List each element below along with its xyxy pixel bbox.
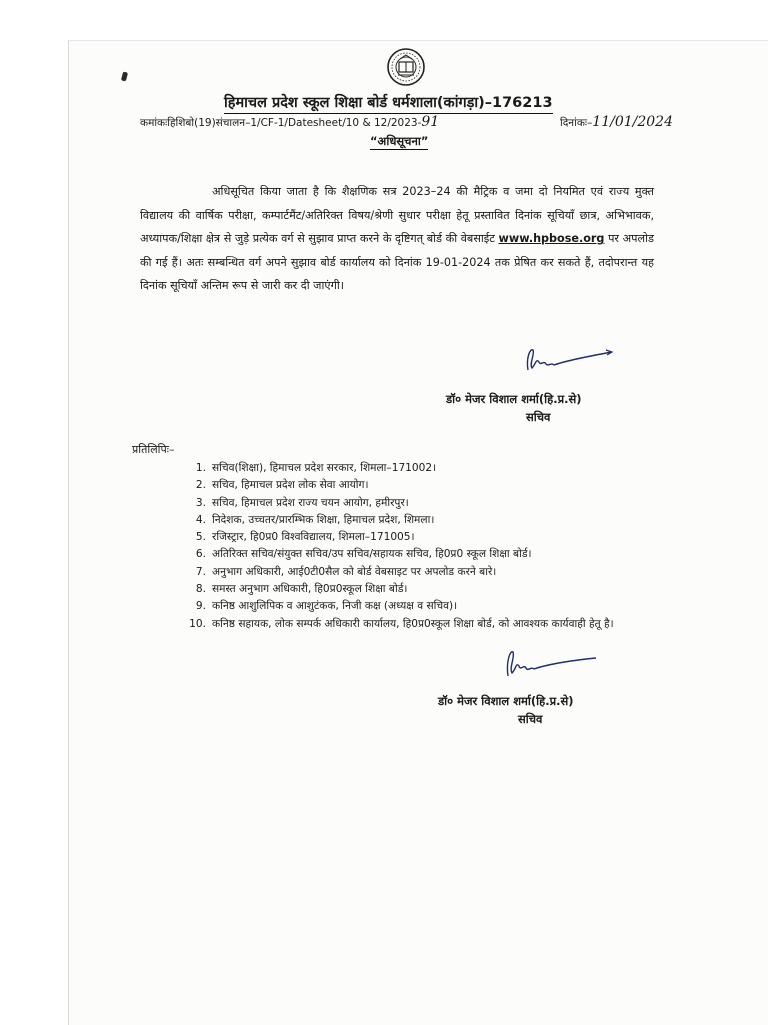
board-title: हिमाचल प्रदेश स्कूल शिक्षा बोर्ड धर्मशाला(कांगड़ा)–176213 [224, 92, 553, 114]
list-item: 7. अनुभाग अधिकारी, आई0टी0सैल को बोर्ड वेबसाइट पर अपलोड करने बारे। [195, 565, 497, 578]
body-text-part2: पर अपलोड की गई हैं। अतः सम्बन्धित वर्ग अपने सुझाव बोर्ड कार्यालय को दिनांक 19-01-2024 तक प्रेषित कर सकते हैं, तदोपरान्त यह दिनांक सूचियाँ अन्तिम रूप से जारी कर दी जाएंगी। [140, 232, 654, 293]
reference-label: कमांकःहिशिबो(19)संचालन–1/CF-1/Datesheet/10 & 12/2023- [140, 117, 422, 129]
reference-handwritten-number: 91 [421, 114, 440, 130]
list-item: 4. निदेशक, उच्चतर/प्रारम्भिक शिक्षा, हिमाचल प्रदेश, शिमला। [195, 513, 435, 526]
list-item: 3. सचिव, हिमाचल प्रदेश राज्य चयन आयोग, हमीरपुर। [195, 496, 409, 509]
list-item: 2. सचिव, हिमाचल प्रदेश लोक सेवा आयोग। [195, 479, 369, 492]
list-item: 6. अतिरिक्त सचिव/संयुक्त सचिव/उप सचिव/सहायक सचिव, हि0प्र0 स्कूल शिक्षा बोर्ड। [195, 548, 532, 561]
notification-body [140, 180, 654, 298]
date-handwritten-value: 11/01/2024 [592, 114, 673, 130]
signatory-designation-1: सचिव [526, 410, 551, 424]
body-text-part1: अधिसूचित किया जाता है कि शैक्षणिक सत्र 2023–24 की मैट्रिक व जमा दो नियमित एवं राज्य मुक्त विद्यालय की वार्षिक परीक्षा, कम्पार्टमैंट/अतिरिक्त विषय/श्रेणी सुधार परीक्षा हेतू प्रस्तावित दिनांक सूचियाँ छात्र, अभिभावक, अध्यापक/शिक्षा क्षेत्र से जुड़े प्रत्येक वर्ग से सुझाव प्राप्त करने के दृष्टिगत् बोर्ड की वेबसाईट [140, 185, 654, 246]
list-item: 5. रजिस्ट्रार, हि0प्र0 विश्वविद्यालय, शिमला–171005। [195, 531, 415, 544]
signature-icon [520, 344, 615, 374]
list-item: 10. कनिष्ठ सहायक, लोक सम्पर्क अधिकारी कार्यालय, हि0प्र0स्कूल शिक्षा बोर्ड, को आवश्यक कार्यवाही हेतू है। [189, 617, 614, 630]
reference-number [140, 114, 439, 130]
list-item: 9. कनिष्ठ आशुलिपिक व आशुटंकक, निजी कक्ष (अध्यक्ष व सचिव)। [195, 600, 458, 613]
copy-to-label: प्रतिलिपिः– [132, 443, 175, 456]
signatory-name-1: डॉ० मेजर विशाल शर्मा(हि.प्र.से) [446, 392, 582, 406]
copy-to-list [180, 460, 650, 633]
website-link[interactable]: www.hpbose.org [498, 232, 605, 246]
notice-title: “अधिसूचना” [370, 134, 429, 148]
list-item: 1. सचिव(शिक्षा), हिमाचल प्रदेश सरकार, शिमला–171002। [195, 462, 437, 474]
signatory-designation-2: सचिव [518, 712, 543, 726]
list-item: 8. समस्त अनुभाग अधिकारी, हि0प्र0स्कूल शिक्षा बोर्ड। [195, 583, 408, 596]
date-label: दिनांकः– [560, 117, 593, 129]
board-emblem-icon [386, 47, 426, 87]
signatory-name-2: डॉ० मेजर विशाल शर्मा(हि.प्र.से) [438, 694, 574, 708]
signature-icon [500, 646, 600, 680]
issue-date [560, 114, 673, 130]
